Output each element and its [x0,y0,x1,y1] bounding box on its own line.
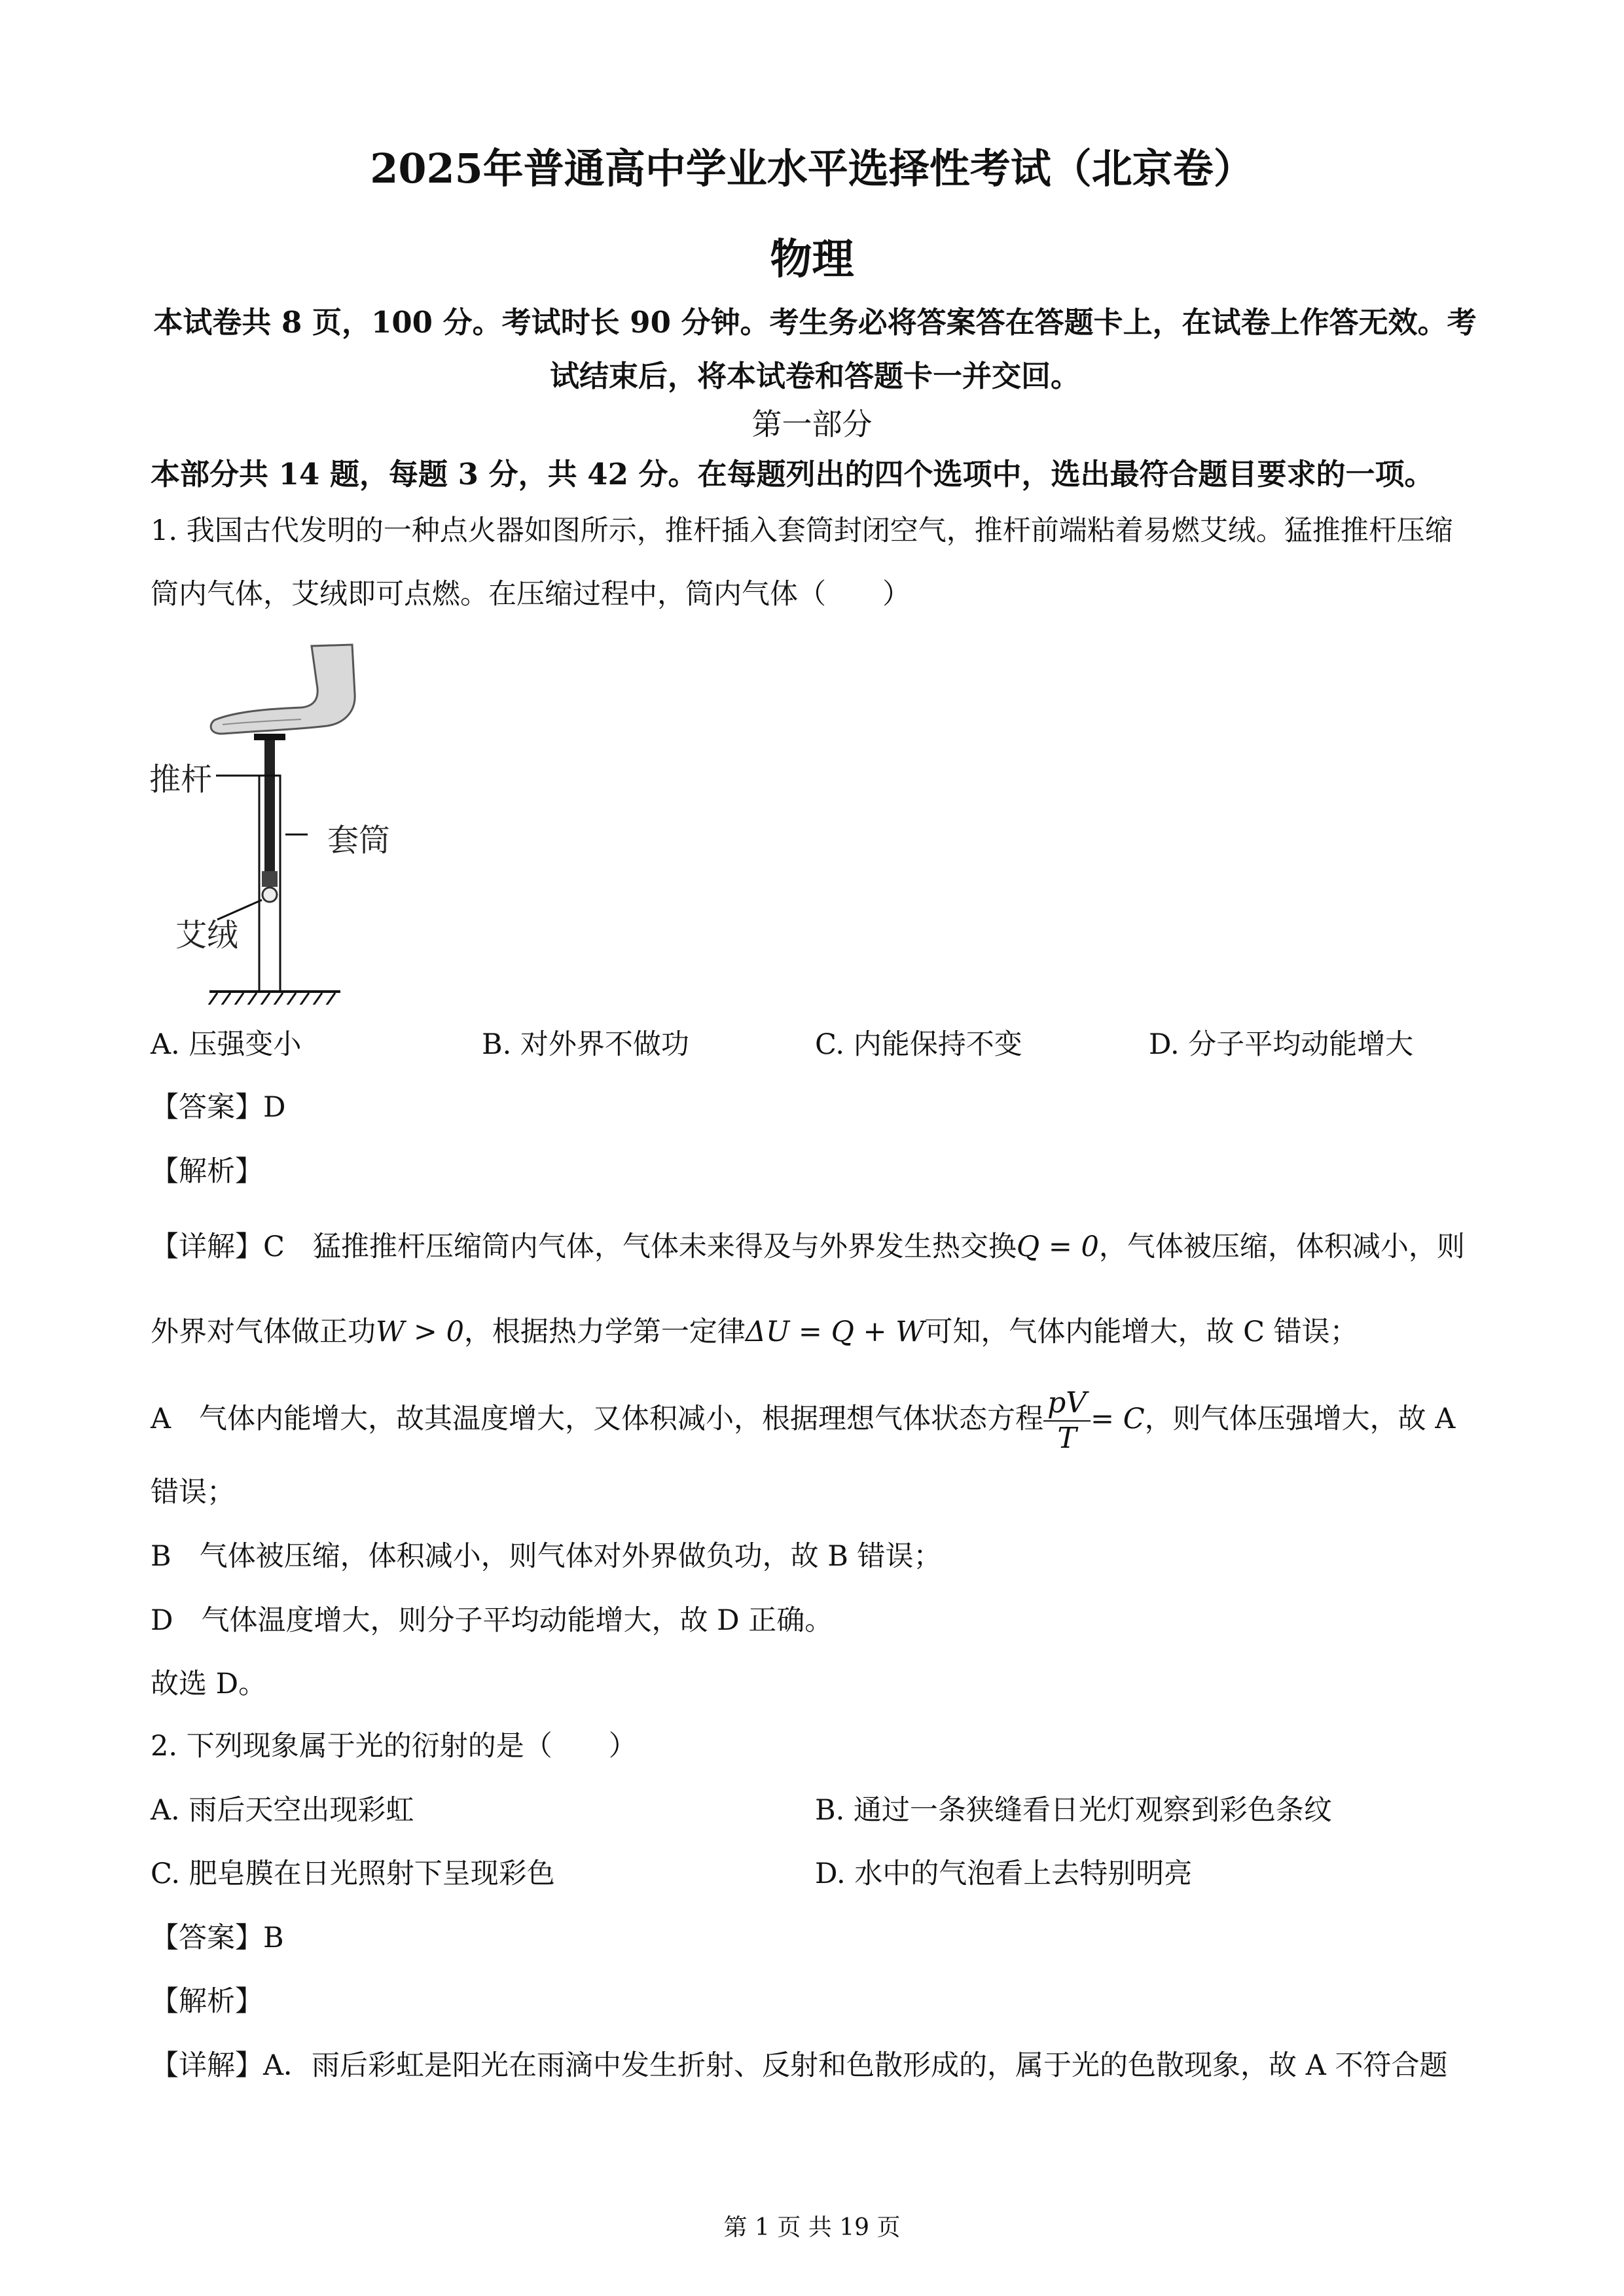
q2-option-a: A. 雨后天空出现彩虹 [151,1794,414,1827]
page-number: 第 1 页 共 19 页 [723,2214,901,2241]
q2-analysis-label: 【解析】 [151,1985,263,2018]
part-title: 第一部分 [751,406,873,442]
part-description: 本部分共 14 题，每题 3 分，共 42 分。在每题列出的四个选项中，选出最符合题目要求的一项。 [151,457,1434,492]
q1-option-b: B. 对外界不做功 [482,1028,689,1061]
q1-option-a: A. 压强变小 [151,1028,302,1061]
exam-title: 2025年普通高中学业水平选择性考试（北京卷） [370,145,1254,192]
q2-option-d: D. 水中的气泡看上去特别明亮 [815,1857,1193,1890]
push-rod [264,740,275,871]
q2-stem: 2. 下列现象属于光的衍射的是（ ） [151,1730,637,1763]
state-equation-fraction: $\frac{pV}{T}$ [1043,1386,1091,1456]
subject-title: 物理 [770,235,854,284]
q1-detail-line5: B 气体被压缩，体积减小，则气体对外界做负功，故 B 错误； [151,1540,942,1573]
label-tinder: 艾绒 [175,917,239,954]
q1-detail-line3: A 气体内能增大，故其温度增大，又体积减小，根据理想气体状态方程 $\frac{pV}{T}$ = C，则气体压强增大，故 A [151,1386,1456,1455]
q2-answer: 【答案】B [151,1922,284,1954]
q1-detail-line2: 外界对气体做正功W > 0，根据热力学第一定律ΔU = Q + W可知，气体内能增大，故 C 错误； [151,1316,1358,1348]
q1-detail-line7: 故选 D。 [151,1668,267,1700]
q2-detail-line1: 【详解】A．雨后彩虹是阳光在雨滴中发生折射、反射和色散形成的，属于光的色散现象，故 A 不符合题 [151,2049,1448,2082]
exam-instructions: 本试卷共 8 页，100 分。考试时长 90 分钟。考生务必将答案答在答题卡上，在试卷上作答无效。考试结束后，将本试卷和答题卡一并交回。 [153,305,1477,393]
q1-answer: 【答案】D [151,1091,286,1124]
q1-analysis-label: 【解析】 [151,1155,263,1188]
q1-stem-line1: 1. 我国古代发明的一种点火器如图所示，推杆插入套筒封闭空气，推杆前端粘着易燃艾绒。猛推推杆压缩 [151,514,1453,547]
q1-detail-line6: D 气体温度增大，则分子平均动能增大，故 D 正确。 [151,1604,833,1637]
q1-detail-line1: 【详解】C 猛推推杆压缩筒内气体，气体未来得及与外界发生热交换Q = 0，气体被压缩，体积减小，则 [151,1230,1465,1263]
q1-option-c: C. 内能保持不变 [815,1028,1022,1061]
q2-option-b: B. 通过一条狭缝看日光灯观察到彩色条纹 [815,1794,1332,1827]
label-sleeve: 套筒 [327,822,391,859]
tinder-icon [262,888,277,902]
push-cap [254,734,285,740]
ground-hatch [208,993,335,1005]
q2-option-c: C. 肥皂膜在日光照射下呈现彩色 [151,1857,555,1890]
q1-option-d: D. 分子平均动能增大 [1149,1028,1414,1061]
q1-detail-line4: 错误； [151,1476,235,1509]
label-rod: 推杆 [149,761,213,798]
q1-stem-line2: 筒内气体，艾绒即可点燃。在压缩过程中，筒内气体（ ） [151,578,911,611]
